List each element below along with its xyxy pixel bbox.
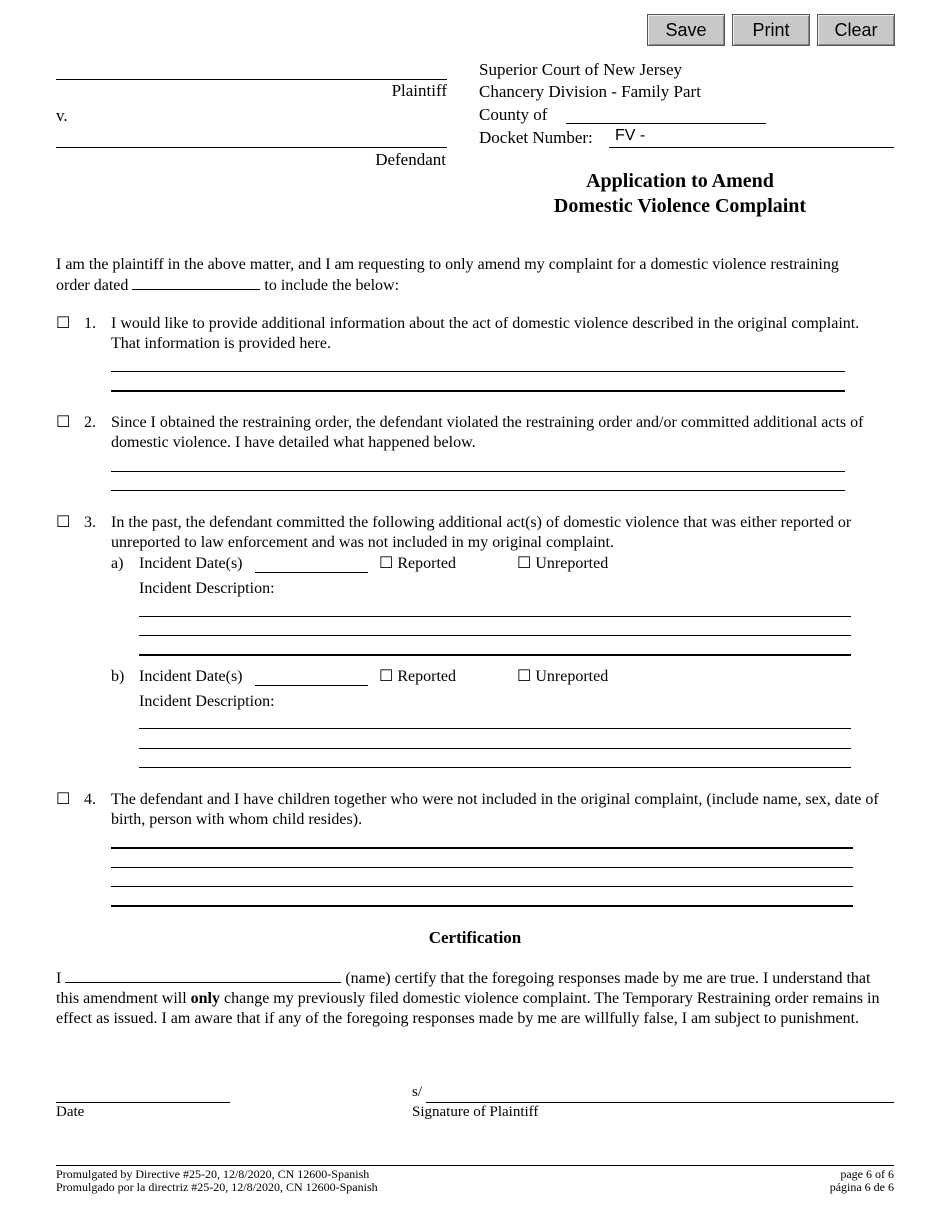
date-label: Date (56, 1104, 85, 1120)
incident-b-line[interactable] (139, 728, 851, 729)
intro-text-3: to include the below: (264, 277, 400, 294)
incident-a-line[interactable] (139, 654, 851, 656)
county-field[interactable] (566, 123, 766, 124)
incident-b-line[interactable] (139, 748, 851, 749)
court-division: Chancery Division - Family Part (479, 82, 701, 101)
certification-prefix: I (56, 970, 62, 987)
incident-b-letter: b) (111, 668, 125, 685)
footer-right (700, 1168, 894, 1194)
clear-button[interactable]: Clear (817, 14, 895, 46)
intro-paragraph (56, 255, 901, 296)
incident-a-unreported-checkbox[interactable]: ☐ Unreported (517, 555, 609, 572)
plaintiff-name-field[interactable] (56, 79, 447, 80)
incident-a-line[interactable] (139, 616, 851, 617)
item4-checkbox[interactable]: ☐ (56, 791, 71, 808)
certification-bold-word: only (190, 990, 220, 1007)
item1-number: 1. (84, 315, 96, 332)
incident-a-letter: a) (111, 555, 124, 572)
incident-a-desc-label: Incident Description: (139, 580, 275, 597)
defendant-label: Defendant (375, 150, 446, 169)
incident-b-unreported-checkbox[interactable]: ☐ Unreported (517, 668, 609, 685)
item4-line[interactable] (111, 886, 853, 887)
certification-text-1: (name) certify that the foregoing responses made by me are true. I understand that this amendment will (56, 970, 871, 1007)
incident-b-reported-checkbox[interactable]: ☐ Reported (379, 668, 456, 685)
footer-divider (56, 1165, 894, 1166)
docket-label: Docket Number: (479, 128, 593, 147)
court-name: Superior Court of New Jersey (479, 60, 683, 79)
item2-line[interactable] (111, 471, 845, 472)
item2-checkbox[interactable]: ☐ (56, 414, 71, 431)
form-title-line1: Application to Amend (586, 170, 774, 192)
county-label: County of (479, 105, 548, 124)
certification-text-2: change my previously filed domestic violence complaint. The Temporary Restraining order remains in effect as issued. I am aware that if any of the foregoing responses made by me are willfully false, I am subject to punishment. (56, 990, 880, 1027)
footer-left (56, 1168, 378, 1194)
print-button[interactable]: Print (732, 14, 810, 46)
docket-number-field[interactable]: FV - (615, 127, 646, 144)
item4-line[interactable] (111, 905, 853, 907)
footer-promulgated-en: Promulgated by Directive #25-20, 12/8/2020, CN 12600-Spanish (56, 1167, 370, 1181)
certification-paragraph (56, 968, 894, 1029)
certifier-name-field[interactable] (65, 968, 341, 983)
docket-field-line (609, 147, 894, 148)
incident-b-date-label: Incident Date(s) (139, 668, 243, 685)
item1-checkbox[interactable]: ☐ (56, 315, 71, 332)
item3-text: In the past, the defendant committed the following additional act(s) of domestic violence that was either reported or unreported to law enforcement and was not included in my original complaint. (111, 514, 852, 551)
incident-b-desc-label: Incident Description: (139, 693, 275, 710)
item4-number: 4. (84, 791, 96, 808)
incident-a-date-field[interactable] (255, 572, 368, 573)
item2-number: 2. (84, 414, 96, 431)
item2-text: Since I obtained the restraining order, the defendant violated the restraining order and/or committed additional acts of domestic violence. I have detailed what happened below. (111, 414, 864, 451)
incident-a-line[interactable] (139, 635, 851, 636)
item4-line[interactable] (111, 847, 853, 849)
plaintiff-label: Plaintiff (391, 81, 447, 100)
page-number-en: page 6 of 6 (840, 1167, 894, 1181)
incident-a-reported-checkbox[interactable]: ☐ Reported (379, 555, 456, 572)
signature-label: Signature of Plaintiff (412, 1104, 539, 1120)
date-field[interactable] (56, 1102, 230, 1103)
defendant-name-field[interactable] (56, 147, 447, 148)
item4-line[interactable] (111, 867, 853, 868)
order-date-field[interactable] (132, 275, 260, 290)
signature-field[interactable] (426, 1102, 894, 1103)
save-button[interactable]: Save (647, 14, 725, 46)
item3-checkbox[interactable]: ☐ (56, 514, 71, 531)
item1-line[interactable] (111, 371, 845, 372)
intro-text-1: I am the plaintiff in the above matter, and I am requesting to only amend my complaint for a domestic violence restraining (56, 256, 839, 273)
incident-b-line[interactable] (139, 767, 851, 768)
item1-text: I would like to provide additional information about the act of domestic violence described in the original complaint. That information is provided here. (111, 315, 860, 352)
versus-label: v. (56, 106, 68, 125)
incident-b-date-field[interactable] (255, 685, 368, 686)
signature-prefix: s/ (412, 1084, 423, 1100)
intro-text-2: order dated (56, 277, 129, 294)
item2-line[interactable] (111, 490, 845, 491)
certification-heading: Certification (428, 928, 522, 947)
item4-text: The defendant and I have children together who were not included in the original complaint, (include name, sex, date of birth, person with whom child resides). (111, 791, 879, 828)
item3-number: 3. (84, 514, 96, 531)
incident-a-date-label: Incident Date(s) (139, 555, 243, 572)
footer-promulgated-es: Promulgado por la directriz #25-20, 12/8/2020, CN 12600-Spanish (56, 1180, 378, 1194)
page-number-es: página 6 de 6 (829, 1180, 894, 1194)
form-title-line2: Domestic Violence Complaint (553, 195, 807, 217)
item1-line[interactable] (111, 390, 845, 392)
